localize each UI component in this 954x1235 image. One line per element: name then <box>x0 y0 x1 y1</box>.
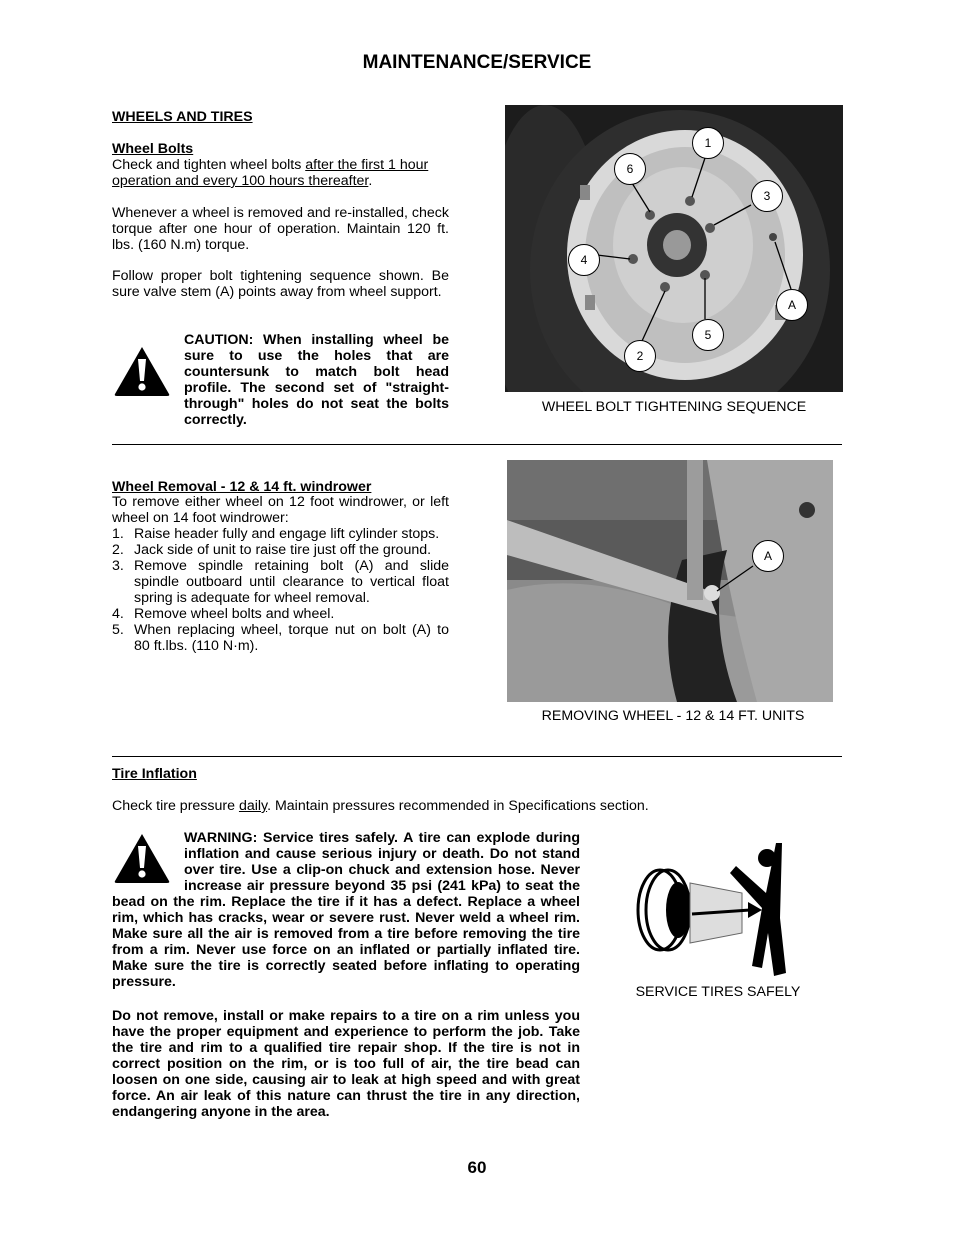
list-item: 2. Jack side of unit to raise tire just off the ground. <box>112 542 432 558</box>
removal-intro: To remove either wheel on 12 foot windrower, or left wheel on 14 foot windrower: <box>112 494 449 526</box>
section-divider <box>112 444 842 445</box>
subheading-wheel-bolts: Wheel Bolts <box>112 141 194 157</box>
service-tires-safely-illustration <box>630 838 790 978</box>
warning-text: WARNING: Service tires safely. A tire can explode during inflation and cause serious injury or death. Do not stand over tire. Use a clip-on chuck and extension hose. Never increase air pressure beyond 35 psi (241 kPa) to seat the bead on the rim. Replace the tire if it has a defect. Replace a wheel rim, which has cracks, wear or severe rust. Never weld a wheel rim. Make sure all the air is removed from a tire before removing the tire from a rim. Never use force on an inflated or partially inflated tire. Make sure the tire is correctly seated before inflating to operating pressure. <box>112 830 580 990</box>
caution-warning-icon <box>113 345 171 397</box>
bolts-paragraph-1: Check and tighten wheel bolts after the first 1 hour operation and every 100 hours thereafter. <box>112 157 429 189</box>
bolts-paragraph-3: Follow proper bolt tightening sequence shown. Be sure valve stem (A) points away from wheel support. <box>112 268 449 300</box>
list-item: 3. Remove spindle retaining bolt (A) and slide spindle outboard until clearance to vertical float spring is adequate for wheel removal. <box>112 558 449 606</box>
subheading-tire-inflation: Tire Inflation <box>112 766 197 782</box>
section-divider <box>112 756 842 757</box>
page-title: MAINTENANCE/SERVICE <box>362 52 592 73</box>
figure-caption-wheel-removal: REMOVING WHEEL - 12 & 14 FT. UNITS <box>541 708 805 724</box>
callout-A: A <box>776 289 808 321</box>
callout-1: 1 <box>692 127 724 159</box>
caution-text: CAUTION: When installing wheel be sure to use the holes that are countersunk to match bolt head profile. The second set of "straight-through" holes do not seat the bolts correctly. <box>184 332 449 428</box>
section-heading-wheels: WHEELS AND TIRES <box>112 109 253 125</box>
subheading-wheel-removal: Wheel Removal - 12 & 14 ft. windrower <box>112 479 372 495</box>
wheel-bolt-photo <box>505 105 843 392</box>
warning-text-2: Do not remove, install or make repairs to a tire on a rim unless you have the proper equipment and experience to perform the job. Take the tire and rim to a qualified tire repair shop. If the tire is not in correct position on the rim, or is too full of air, the tire bead can loosen on one side, causing air to leak at high speed and with great force. An air leak of this nature can thrust the tire in any direction, endangering anyone in the area. <box>112 1008 580 1120</box>
list-item: 4. Remove wheel bolts and wheel. <box>112 606 335 622</box>
list-item: 1. Raise header fully and engage lift cylinder stops. <box>112 526 440 542</box>
list-item: 5. When replacing wheel, torque nut on bolt (A) to 80 ft.lbs. (110 N·m). <box>112 622 449 654</box>
wheel-removal-photo <box>507 460 833 702</box>
removal-steps-list <box>112 526 449 654</box>
callout-A: A <box>752 540 784 572</box>
callout-4: 4 <box>568 244 600 276</box>
callout-3: 3 <box>751 180 783 212</box>
callout-6: 6 <box>614 153 646 185</box>
page-number: 60 <box>467 1158 487 1177</box>
callout-5: 5 <box>692 319 724 351</box>
figure-caption-wheel-bolt: WHEEL BOLT TIGHTENING SEQUENCE <box>541 399 807 415</box>
figure-caption-service-tires: SERVICE TIRES SAFELY <box>635 984 801 1000</box>
bolts-paragraph-2: Whenever a wheel is removed and re-installed, check torque after one hour of operation. Maintain 120 ft. lbs. (160 N.m) torque. <box>112 205 449 253</box>
callout-2: 2 <box>624 340 656 372</box>
inflation-instruction: Check tire pressure daily. Maintain pressures recommended in Specifications section. <box>112 798 649 814</box>
